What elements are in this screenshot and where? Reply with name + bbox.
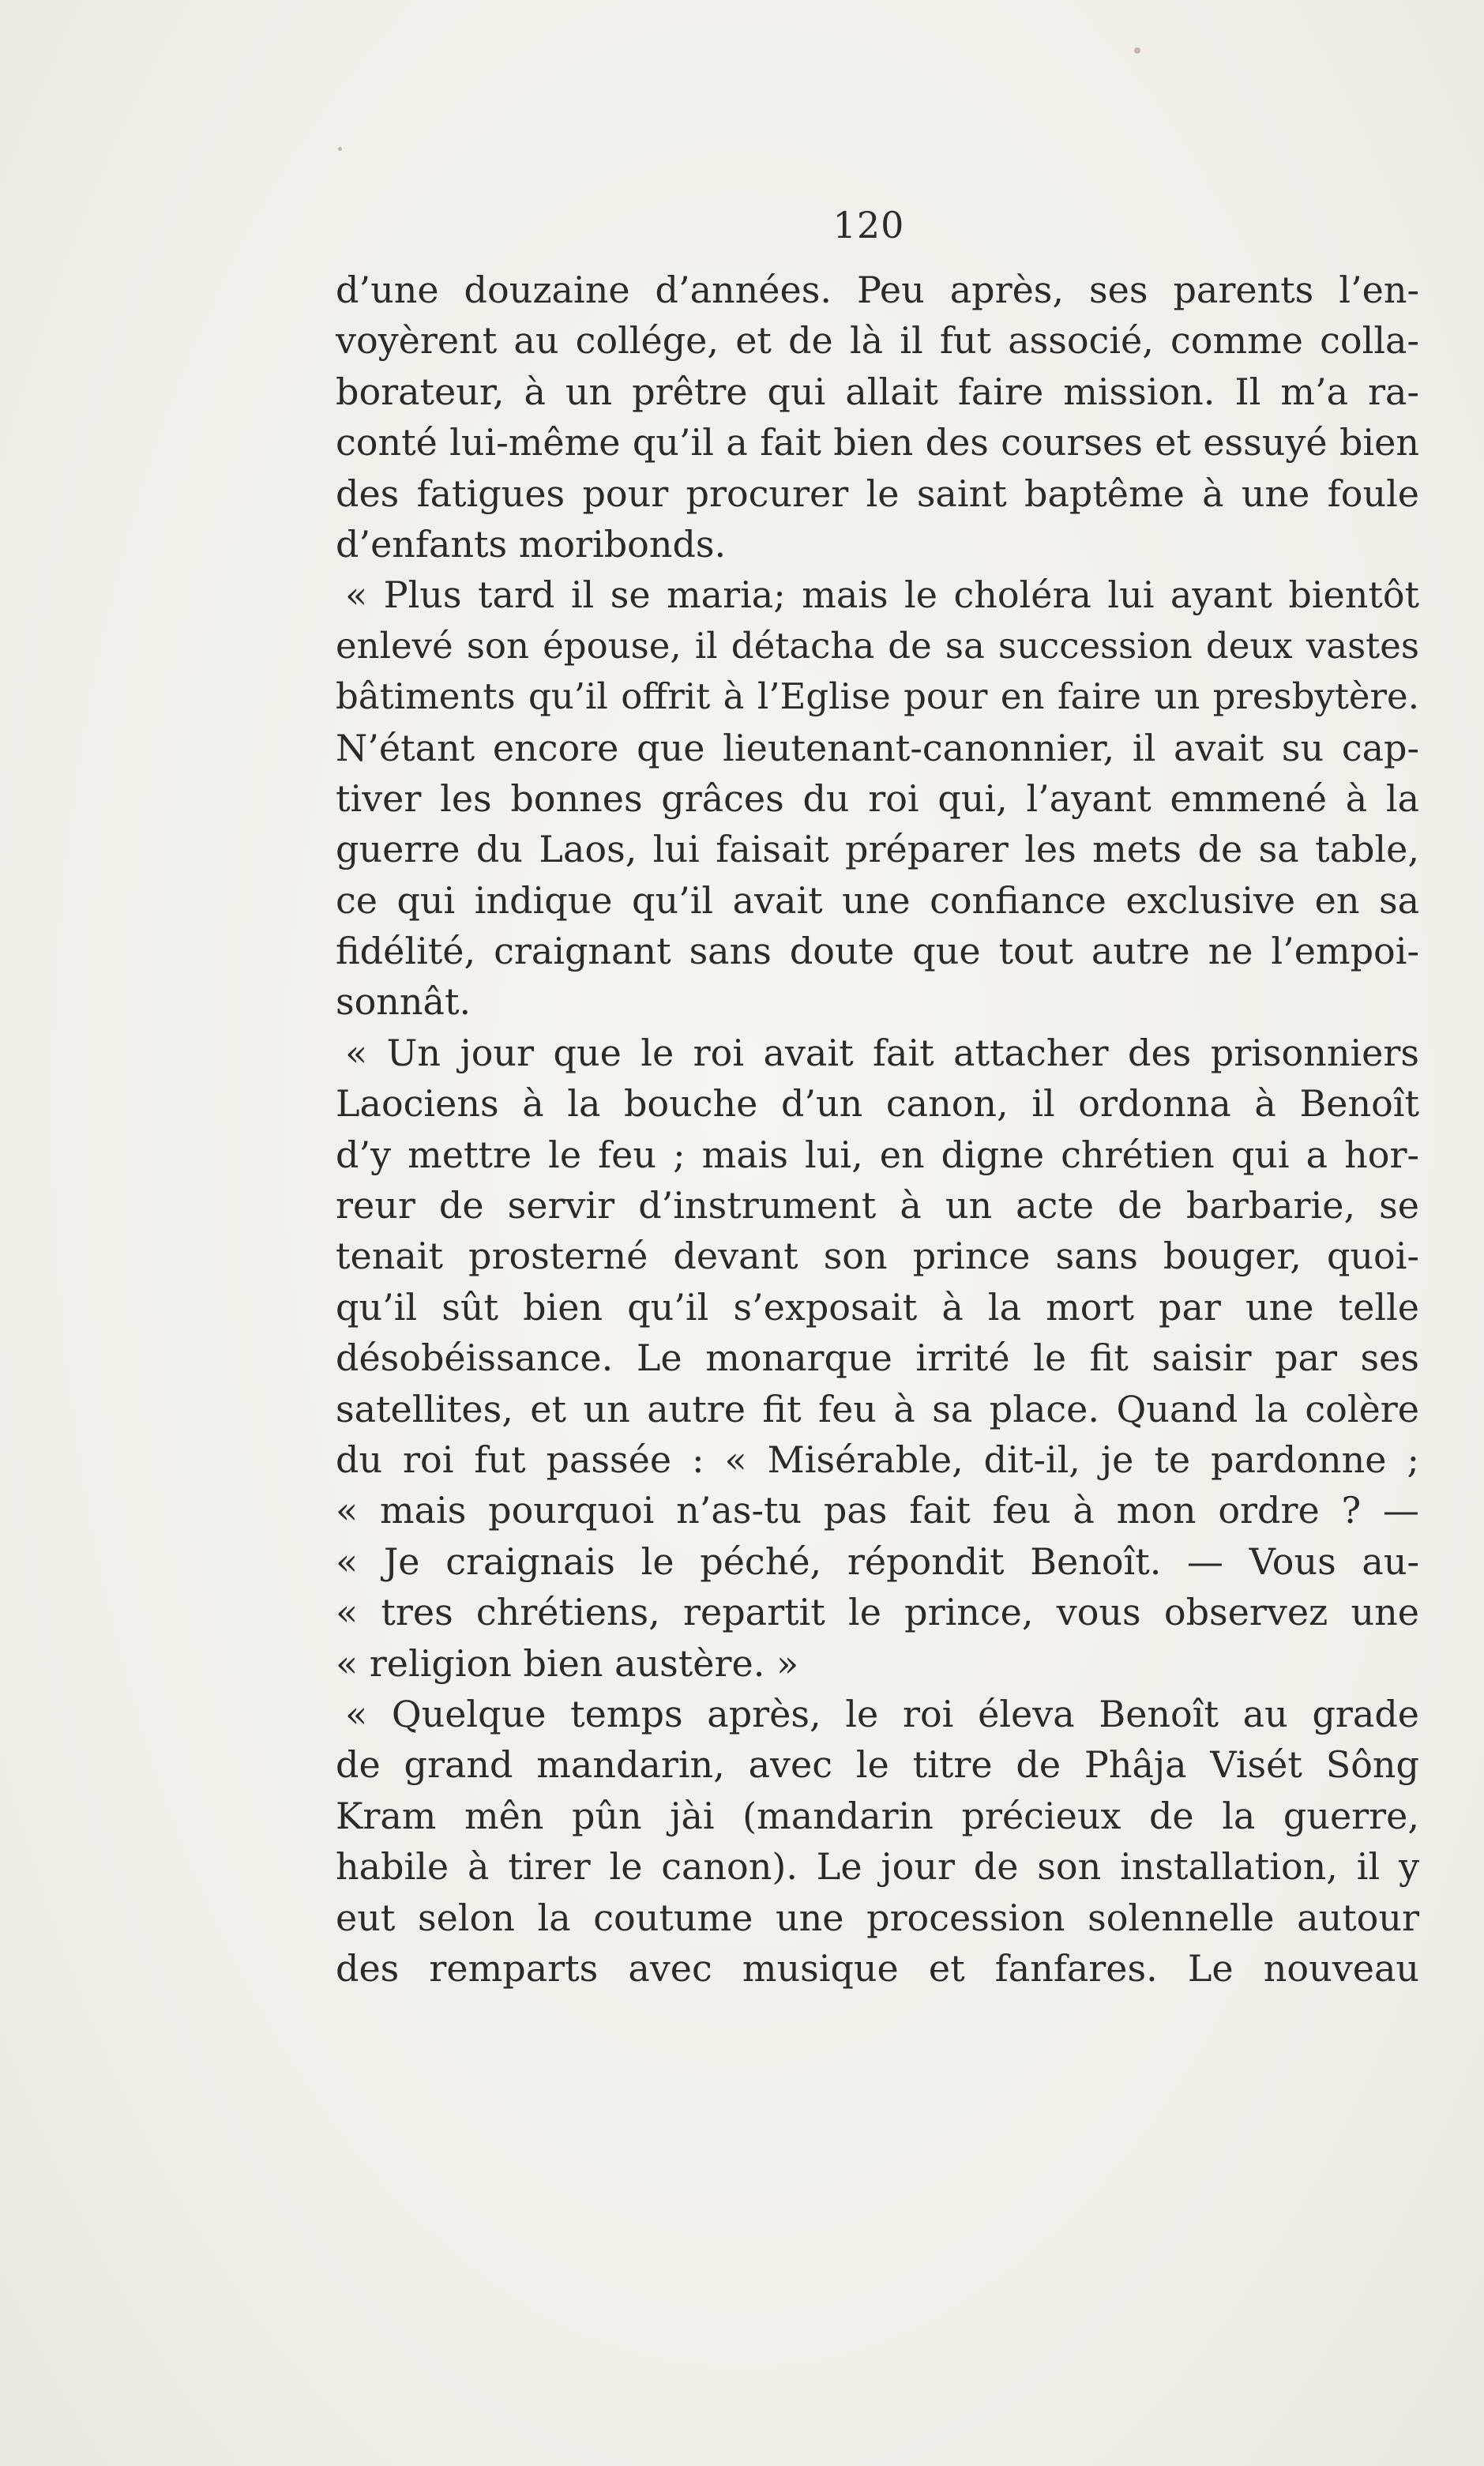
- text-line: d’une douzaine d’années. Peu après, ses parents l’en-: [336, 269, 1419, 311]
- text-line: « Quelque temps après, le roi éleva Benoît au grade: [345, 1692, 1419, 1735]
- text-line: d’y mettre le feu ; mais lui, en digne chrétien qui a hor-: [336, 1133, 1419, 1176]
- text-line: « religion bien austère. »: [336, 1641, 799, 1685]
- text-line: Kram mên pûn jài (mandarin précieux de la guerre,: [336, 1794, 1419, 1837]
- text-line: satellites, et un autre fit feu à sa place. Quand la colère: [336, 1387, 1419, 1430]
- text-line: Laociens à la bouche d’un canon, il ordonna à Benoît: [336, 1082, 1419, 1126]
- text-line: enlevé son épouse, il détacha de sa succession deux vastes: [336, 624, 1419, 667]
- text-line: N’étant encore que lieutenant-canonnier, il avait su cap-: [336, 726, 1419, 769]
- text-line: ce qui indique qu’il avait une confiance exclusive en sa: [336, 878, 1419, 922]
- text-line: tiver les bonnes grâces du roi qui, l’ayant emmené à la: [336, 776, 1419, 820]
- text-line: des remparts avec musique et fanfares. Le nouveau: [336, 1946, 1419, 1990]
- text-line: du roi fut passée : « Misérable, dit-il, je te pardonne ;: [336, 1438, 1419, 1481]
- text-line: qu’il sût bien qu’il s’exposait à la mort par une telle: [336, 1285, 1419, 1329]
- text-line: borateur, à un prêtre qui allait faire mission. Il m’a ra-: [336, 370, 1419, 413]
- text-line: « Je craignais le péché, répondit Benoît. — Vous au-: [336, 1539, 1419, 1583]
- text-line: « mais pourquoi n’as-tu pas fait feu à mon ordre ? —: [336, 1489, 1419, 1532]
- text-line: tenait prosterné devant son prince sans bouger, quoi-: [336, 1235, 1419, 1278]
- text-line: « tres chrétiens, repartit le prince, vous observez une: [336, 1591, 1419, 1634]
- text-line: « Un jour que le roi avait fait attacher des prisonniers: [345, 1031, 1419, 1074]
- text-line: des fatigues pour procurer le saint baptême à une foule: [336, 472, 1419, 515]
- text-line: guerre du Laos, lui faisait préparer les mets de sa table,: [336, 828, 1419, 871]
- page-number: 120: [832, 204, 905, 246]
- text-line: sonnât.: [336, 980, 471, 1024]
- text-line: « Plus tard il se maria; mais le choléra lui ayant bientôt: [345, 573, 1419, 617]
- text-line: d’enfants moribonds.: [336, 522, 727, 566]
- text-line: voyèrent au collége, et de là il fut associé, comme colla-: [336, 319, 1419, 363]
- text-line: eut selon la coutume une procession solennelle autour: [336, 1896, 1419, 1939]
- body-text: [336, 265, 1419, 1994]
- text-line: fidélité, craignant sans doute que tout autre ne l’empoi-: [336, 930, 1419, 973]
- text-line: conté lui-même qu’il a fait bien des courses et essuyé bien: [336, 421, 1419, 464]
- text-line: habile à tirer le canon). Le jour de son installation, il y: [336, 1845, 1419, 1889]
- text-line: désobéissance. Le monarque irrité le fit saisir par ses: [336, 1336, 1419, 1380]
- text-line: de grand mandarin, avec le titre de Phâja Visét Sông: [336, 1743, 1419, 1787]
- paper-speck: [1134, 47, 1140, 54]
- text-line: reur de servir d’instrument à un acte de barbarie, se: [336, 1184, 1419, 1227]
- paper-speck: [338, 147, 342, 151]
- text-line: bâtiments qu’il offrit à l’Eglise pour en faire un presbytère.: [336, 675, 1419, 718]
